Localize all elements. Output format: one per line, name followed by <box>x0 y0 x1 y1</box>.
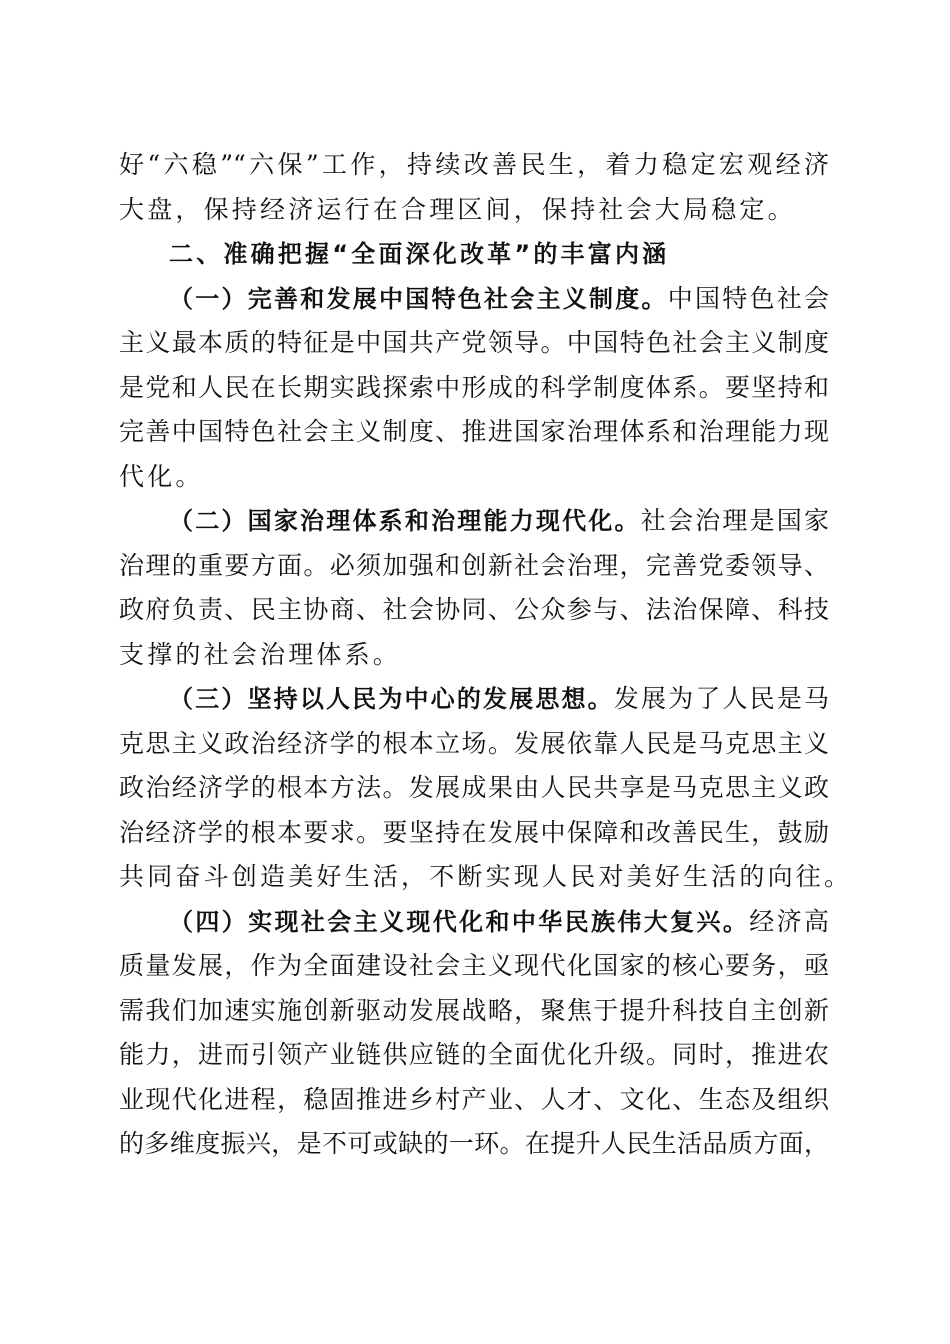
text-line: 大盘，保持经济运行在合理区间，保持社会大局稳定。 <box>119 194 796 224</box>
text-line: 需我们加速实施创新驱动发展战略，聚焦于提升科技自主创新 <box>119 995 829 1025</box>
document-body <box>119 143 853 1167</box>
text-line <box>119 277 829 322</box>
text-line: 主义最本质的特征是中国共产党领导。中国特色社会主义制度 <box>119 328 829 357</box>
text-line: 能力，进而引领产业链供应链的全面优化升级。同时，推进农 <box>119 1040 829 1069</box>
text-fragment: 经济高 <box>749 906 829 936</box>
text-line: 的多维度振兴，是不可或缺的一环。在提升人民生活品质方面， <box>119 1129 829 1158</box>
text-line: 代化。 <box>119 461 204 491</box>
text-line: 是党和人民在长期实践探索中形成的科学制度体系。要坚持和 <box>119 372 829 402</box>
paragraph-2 <box>119 499 829 677</box>
text-line: 业现代化进程，稳固推进乡村产业、人才、文化、生态及组织 <box>119 1084 829 1114</box>
paragraph-continuation <box>119 143 829 232</box>
section-heading: 二、准确把握“全面深化改革”的丰富内涵 <box>169 240 670 268</box>
text-line: 共同奋斗创造美好生活，不断实现人民对美好生活的向往。 <box>119 862 853 891</box>
text-line: 治理的重要方面。必须加强和创新社会治理，完善党委领导、 <box>119 550 829 580</box>
text-fragment: 中国特色社会 <box>667 283 829 313</box>
text-line: 政府负责、民主协商、社会协同、公众参与、法治保障、科技 <box>119 595 829 624</box>
text-line: 政治经济学的根本方法。发展成果由人民共享是马克思主义政 <box>119 773 829 802</box>
paragraph-3 <box>119 677 853 900</box>
text-line: 克思主义政治经济学的根本立场。发展依靠人民是马克思主义 <box>119 728 829 758</box>
paragraph-lead: （四）实现社会主义现代化和中华民族伟大复兴。 <box>169 907 750 936</box>
text-line: 治经济学的根本要求。要坚持在发展中保障和改善民生，鼓励 <box>119 817 829 847</box>
text-line: 完善中国特色社会主义制度、推进国家治理体系和治理能力现 <box>119 417 829 446</box>
text-line: 好“六稳”“六保”工作，持续改善民生，着力稳定宏观经济 <box>119 150 829 179</box>
paragraph-lead: （二）国家治理体系和治理能力现代化。 <box>169 507 641 535</box>
text-line: 支撑的社会治理体系。 <box>119 639 402 669</box>
text-line <box>119 499 829 544</box>
text-line <box>119 677 829 722</box>
paragraph-lead: （一）完善和发展中国特色社会主义制度。 <box>169 284 668 313</box>
paragraph-1 <box>119 277 829 500</box>
text-fragment: 社会治理是国家 <box>640 506 829 535</box>
text-line <box>119 900 829 945</box>
text-fragment: 发展为了人民是马 <box>613 684 829 713</box>
paragraph-lead: （三）坚持以人民为中心的发展思想。 <box>169 685 614 713</box>
paragraph-4 <box>119 900 829 1167</box>
text-line: 质量发展，作为全面建设社会主义现代化国家的核心要务，亟 <box>119 951 829 980</box>
